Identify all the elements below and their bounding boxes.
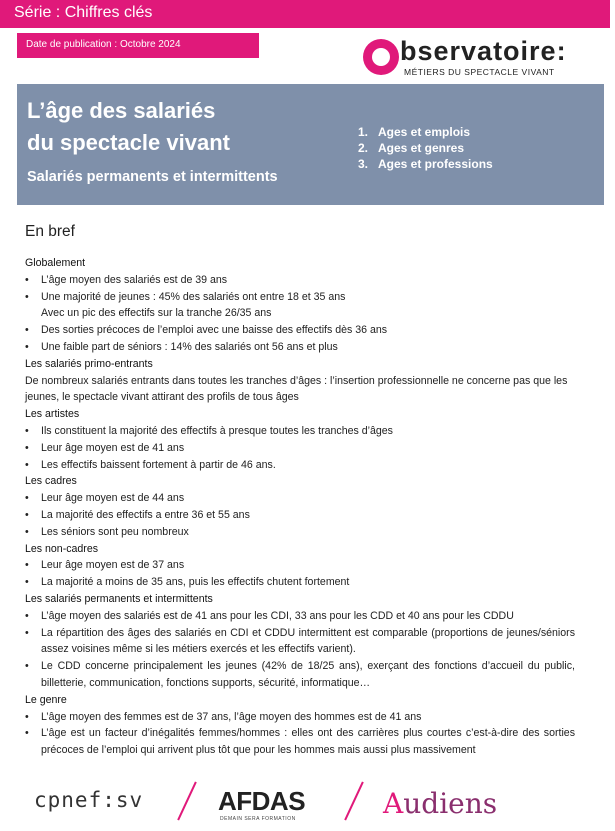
bullet-item <box>25 507 575 524</box>
bullet-item <box>25 725 575 759</box>
bullet-item <box>25 524 575 541</box>
bullet-text: Les effectifs baissent fortement à partir de 46 ans. <box>41 458 276 471</box>
bullet-icon: • <box>25 273 29 286</box>
bullet-continuation: Avec un pic des effectifs sur la tranche 26/35 ans <box>41 307 272 320</box>
bullet-text: Les séniors sont peu nombreux <box>41 525 189 538</box>
bullet-item <box>25 339 575 356</box>
logo-ring-icon <box>363 39 399 75</box>
bullet-item <box>25 709 575 726</box>
title-banner <box>17 84 604 205</box>
bullet-text: Leur âge moyen est de 37 ans <box>41 559 185 572</box>
bullet-text: La majorité a moins de 35 ans, puis les effectifs chutent fortement <box>41 576 350 589</box>
subsection-title: Les salariés permanents et intermittents <box>25 592 213 605</box>
subsection-title: Globalement <box>25 257 86 269</box>
paragraph: De nombreux salariés entrants dans toutes les tranches d’âges : l’insertion professionnelle ne concerne pas que les jeunes, le spectacle vivant attirant des profils de tous âges <box>25 374 568 404</box>
audiens-logo-rest: udiens <box>403 787 498 820</box>
bullet-icon: • <box>25 458 29 471</box>
toc-label: Ages et professions <box>378 157 493 171</box>
title-line-1: L’âge des salariés <box>27 98 216 123</box>
toc-item <box>358 157 493 173</box>
bullet-icon: • <box>25 710 29 723</box>
logo-word: bservatoire: <box>400 36 567 66</box>
section-heading: En bref <box>25 223 75 240</box>
bullet-icon: • <box>25 609 29 622</box>
publication-date-bar <box>17 33 259 58</box>
bullet-item <box>25 272 575 289</box>
bullet-item <box>25 608 575 625</box>
partner-logos <box>0 770 615 831</box>
afdas-logo: AFDAS <box>218 786 306 816</box>
observatoire-logo <box>363 38 603 83</box>
publication-date: Date de publication : Octobre 2024 <box>26 39 181 50</box>
bullet-item <box>25 322 575 339</box>
subsection-title: Les salariés primo-entrants <box>25 357 153 370</box>
bullet-text: Une faible part de séniors : 14% des salariés ont 56 ans et plus <box>41 340 338 353</box>
divider-slash-icon <box>177 782 197 821</box>
bullet-text: La majorité des effectifs a entre 36 et 55 ans <box>41 508 250 521</box>
series-label: Série : Chiffres clés <box>14 4 153 21</box>
bullet-text: L’âge est un facteur d’inégalités femmes/hommes : elles ont des carrières plus courtes c’est-à-dire des sorties précoces de l’emploi qui arrivent plus tôt que pour les hommes mais aussi plus massivement <box>41 727 575 757</box>
summary-content <box>25 221 575 759</box>
bullet-icon: • <box>25 340 29 353</box>
bullet-text: Le CDD concerne principalement les jeunes (42% de 18/25 ans), exerçant des fonctions d’accueil du public, billetterie, communication, fonctions supports, sécurité, informatique… <box>41 660 575 689</box>
bullet-icon: • <box>25 492 29 505</box>
bullet-text: L’âge moyen des salariés est de 41 ans pour les CDI, 33 ans pour les CDD et 40 ans pour les CDDU <box>41 609 514 622</box>
subtitle: Salariés permanents et intermittents <box>27 169 278 185</box>
bullet-icon: • <box>25 508 29 521</box>
bullet-item <box>25 557 575 574</box>
afdas-tagline: DEMAIN SERA FORMATION <box>220 816 296 822</box>
bullet-icon: • <box>25 559 29 572</box>
toc-number: 2. <box>358 141 369 155</box>
subsection-title: Le genre <box>25 693 67 706</box>
bullet-icon: • <box>25 727 29 740</box>
bullet-item <box>25 289 575 306</box>
bullet-text: Ils constituent la majorité des effectifs à presque toutes les tranches d’âges <box>41 424 393 437</box>
toc-number: 3. <box>358 157 369 171</box>
bullet-text: Une majorité de jeunes : 45% des salariés ont entre 18 et 35 ans <box>41 290 346 303</box>
bullet-text: L’âge moyen des femmes est de 37 ans, l’âge moyen des hommes est de 41 ans <box>41 710 422 723</box>
bullet-icon: • <box>25 576 29 589</box>
bullet-icon: • <box>25 626 29 639</box>
divider-slash-icon <box>344 782 364 821</box>
audiens-logo-initial: A <box>383 787 404 820</box>
logo-subtitle: MÉTIERS DU SPECTACLE VIVANT <box>404 67 555 77</box>
bullet-icon: • <box>25 441 29 454</box>
bullet-item <box>25 490 575 507</box>
bullet-text: La répartition des âges des salariés en CDI et CDDU intermittent est comparable (proportions de jeunes/séniors assez voisines même si les métiers exercés et les effectifs varient). <box>41 626 575 656</box>
bullet-icon: • <box>25 424 29 437</box>
subsection-title: Les cadres <box>25 475 77 488</box>
bullet-text: Leur âge moyen est de 44 ans <box>41 492 185 505</box>
subsection-title: Les non-cadres <box>25 542 99 555</box>
toc-label: Ages et emplois <box>378 125 471 139</box>
series-bar <box>0 0 610 28</box>
table-of-contents <box>358 125 493 173</box>
bullet-icon: • <box>25 324 29 337</box>
bullet-text: Des sorties précoces de l’emploi avec une baisse des effectifs dès 36 ans <box>41 324 388 337</box>
cpnef-logo: cpnef:sv <box>34 788 144 812</box>
bullet-text: L’âge moyen des salariés est de 39 ans <box>41 273 228 286</box>
audiens-logo <box>383 787 497 820</box>
bullet-icon: • <box>25 290 29 303</box>
bullet-item <box>25 423 575 440</box>
toc-number: 1. <box>358 125 369 139</box>
toc-item <box>358 125 493 141</box>
bullet-item <box>25 625 575 659</box>
bullet-icon: • <box>25 525 29 538</box>
toc-label: Ages et genres <box>378 141 465 155</box>
toc-item <box>358 141 493 157</box>
subsection-title: Les artistes <box>25 408 80 421</box>
bullet-item <box>25 574 575 591</box>
bullet-item <box>25 658 575 692</box>
bullet-item <box>25 457 575 474</box>
bullet-text: Leur âge moyen est de 41 ans <box>41 441 185 454</box>
title-line-2: du spectacle vivant <box>27 130 230 155</box>
bullet-icon: • <box>25 660 29 673</box>
bullet-item <box>25 440 575 457</box>
